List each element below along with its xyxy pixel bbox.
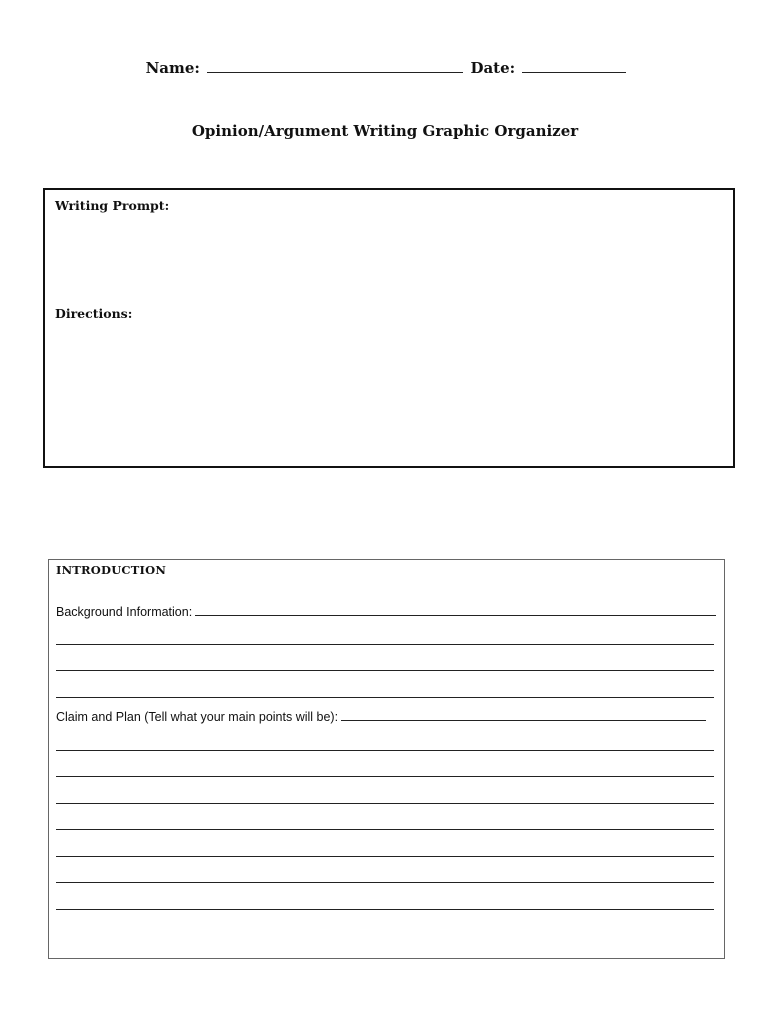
- claim-plan-label: Claim and Plan (Tell what your main points will be):: [56, 710, 339, 724]
- name-label: Name:: [145, 59, 200, 77]
- name-field[interactable]: [207, 58, 463, 73]
- introduction-heading: INTRODUCTION: [56, 563, 167, 577]
- background-line[interactable]: [56, 670, 714, 671]
- background-info-row: [56, 605, 716, 619]
- claim-plan-field[interactable]: [341, 720, 706, 721]
- directions-label: Directions:: [55, 306, 133, 321]
- page-title: Opinion/Argument Writing Graphic Organizer: [191, 122, 579, 140]
- claim-plan-row: [56, 710, 706, 724]
- writing-prompt-label: Writing Prompt:: [55, 198, 170, 213]
- claim-line[interactable]: [56, 750, 714, 751]
- name-date-line: [0, 58, 770, 77]
- claim-line[interactable]: [56, 882, 714, 883]
- introduction-section: [48, 559, 725, 959]
- background-info-label: Background Information:: [56, 605, 193, 619]
- claim-line[interactable]: [56, 909, 714, 910]
- claim-line[interactable]: [56, 856, 714, 857]
- background-info-field[interactable]: [195, 615, 716, 616]
- date-field[interactable]: [522, 58, 626, 73]
- background-line[interactable]: [56, 644, 714, 645]
- date-label: Date:: [470, 59, 516, 77]
- claim-line[interactable]: [56, 803, 714, 804]
- claim-line[interactable]: [56, 776, 714, 777]
- writing-prompt-box: [43, 188, 735, 468]
- background-line[interactable]: [56, 697, 714, 698]
- claim-line[interactable]: [56, 829, 714, 830]
